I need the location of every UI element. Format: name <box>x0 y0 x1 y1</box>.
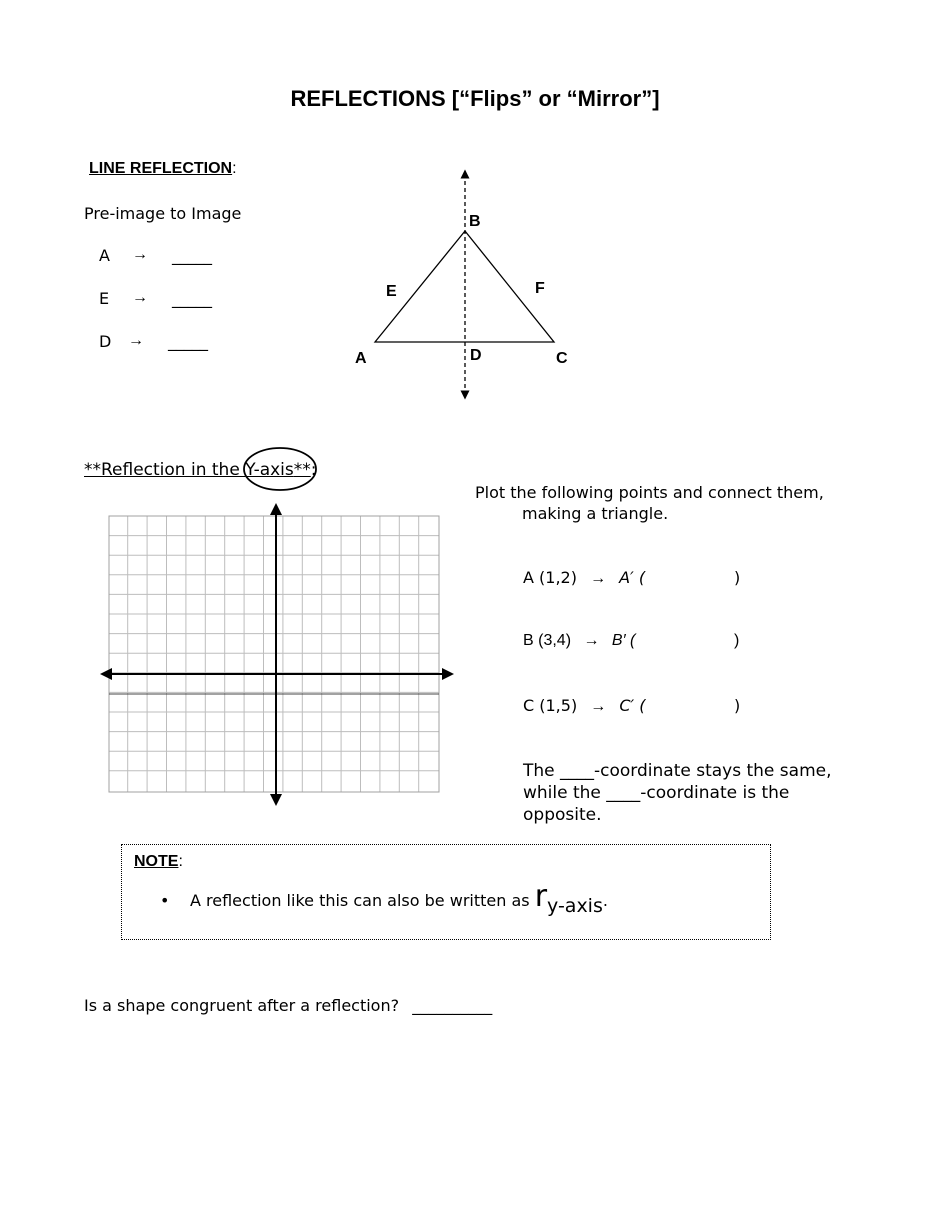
arrow-icon: → <box>132 289 148 306</box>
page-title: REFLECTIONS [“Flips” or “Mirror”] <box>290 86 660 111</box>
rule-row-a <box>523 568 741 588</box>
label-b: B <box>469 213 481 230</box>
arrow-icon: → <box>590 570 607 587</box>
circled-y-axis: Y-axis <box>245 460 294 480</box>
mapping-from: D <box>99 332 112 351</box>
arrow-icon: → <box>132 246 148 263</box>
rule-image: C′ ( <box>619 696 646 715</box>
answer-blank: _____ <box>168 332 208 351</box>
rule-image: B′ ( <box>611 632 636 649</box>
congruence-question <box>84 996 492 1015</box>
rule-close: ) <box>734 696 741 715</box>
label-a: A <box>355 350 367 367</box>
arrow-icon: → <box>583 632 600 649</box>
preimage-label: Pre-image to Image <box>84 204 242 223</box>
plot-instructions <box>475 482 855 524</box>
arrow-icon: → <box>590 698 607 715</box>
rule-point: A (1,2) <box>523 568 577 587</box>
y-axis-heading: **Reflection in the Y-axis**: <box>84 460 317 480</box>
label-d: D <box>470 347 482 364</box>
label-c: C <box>556 350 568 367</box>
mapping-from: A <box>99 246 110 265</box>
instruction-line: Plot the following points and connect them, <box>475 483 824 502</box>
bullet-icon: • <box>160 891 170 910</box>
question-text: Is a shape congruent after a reflection? <box>84 996 400 1015</box>
answer-blank: _____ <box>172 246 212 265</box>
coordinate-statement: The ____-coordinate stays the same, while the ____-coordinate is the opposite. <box>523 761 832 825</box>
answer-blank: __________ <box>412 996 493 1015</box>
note-heading: NOTE: <box>134 853 183 870</box>
note-box <box>121 844 771 940</box>
instruction-line: making a triangle. <box>522 504 669 523</box>
answer-blank: _____ <box>172 289 212 308</box>
rule-close: ) <box>734 632 740 649</box>
rule-image: A′ ( <box>619 568 646 587</box>
note-text: A reflection like this can also be written as <box>190 891 535 910</box>
label-f: F <box>535 280 545 297</box>
note-bullet-item: • A reflection like this can also be written as ry-axis. <box>160 879 608 917</box>
reflection-symbol: r <box>534 879 548 914</box>
rule-row-b <box>523 632 740 650</box>
line-reflection-heading: LINE REFLECTION: <box>89 160 237 177</box>
rule-row-c <box>523 696 741 716</box>
rule-point: C (1,5) <box>523 696 578 715</box>
arrow-icon: → <box>128 332 144 349</box>
label-e: E <box>386 283 397 300</box>
reflection-subscript: y-axis <box>547 895 603 917</box>
rule-close: ) <box>734 568 741 587</box>
rule-point: B (3,4) <box>523 632 572 649</box>
mapping-from: E <box>99 289 110 308</box>
